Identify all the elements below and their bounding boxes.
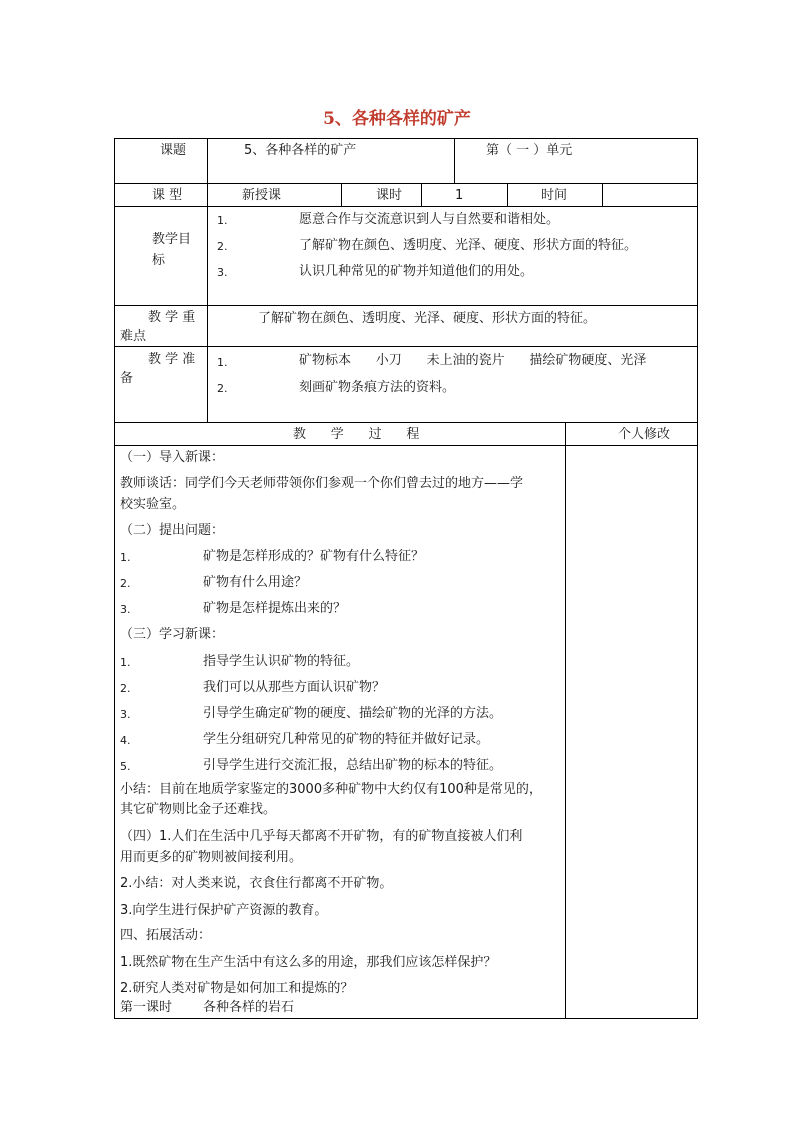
section-3-text-1: 指导学生认识矿物的特征。 — [203, 654, 360, 669]
lesson-type-label: 课 型 — [152, 188, 183, 203]
lesson-hours-value: 1 — [455, 188, 464, 203]
objectives-label-2: 标 — [152, 253, 166, 268]
section-1-title: （一）导入新课： — [120, 450, 225, 465]
extension-item-2: 2.研究人类对矿物是如何加工和提炼的？ — [120, 981, 354, 996]
section-3-num-1: 1. — [120, 656, 131, 669]
objective-num-3: 3. — [217, 266, 228, 279]
preparation-num-1: 1. — [217, 356, 228, 369]
lesson-time-label: 时间 — [541, 188, 568, 203]
section-2-num-2: 2. — [120, 577, 131, 590]
preparation-label-1: 教 学 准 — [148, 352, 196, 367]
section-3-num-3: 3. — [120, 708, 131, 721]
section-2-num-1: 1. — [120, 551, 131, 564]
preparation-num-2: 2. — [217, 382, 228, 395]
lesson-type-value: 新授课 — [242, 188, 282, 203]
section-3-text-2: 我们可以从那些方面认识矿物？ — [203, 680, 386, 695]
extension-title: 四、拓展活动： — [120, 928, 212, 943]
objective-text-3: 认识几种常见的矿物并知道他们的用处。 — [299, 264, 534, 279]
summary-line-1: 小结：目前在地质学家鉴定的3000多种矿物中大约仅有100种是常见的， — [120, 782, 542, 797]
lesson-hours-label: 课时 — [376, 188, 403, 203]
preparation-label-2: 备 — [120, 371, 134, 386]
section-4-item-2: 2.小结：对人类来说，衣食住行都离不开矿物。 — [120, 876, 393, 891]
section-2-text-3: 矿物是怎样提炼出来的？ — [203, 601, 347, 616]
section-2-num-3: 3. — [120, 603, 131, 616]
preparation-text-2: 刻画矿物条痕方法的资料。 — [299, 380, 456, 395]
unit-label: 第（ 一 ）单元 — [486, 143, 573, 158]
process-header: 教 学 过 程 — [293, 427, 420, 442]
key-points-text: 了解矿物在颜色、透明度、光泽、硬度、形状方面的特征。 — [258, 311, 597, 326]
objective-text-1: 愿意合作与交流意识到人与自然要和谐相处。 — [299, 212, 560, 227]
section-2-text-1: 矿物是怎样形成的？矿物有什么特征？ — [203, 549, 425, 564]
section-3-text-5: 引导学生进行交流汇报，总结出矿物的标本的特征。 — [203, 758, 503, 773]
section-3-num-4: 4. — [120, 734, 131, 747]
extension-item-1: 1.既然矿物在生产生活中有这么多的用途，那我们应该怎样保护？ — [120, 955, 497, 970]
key-points-label-2: 难点 — [120, 329, 147, 344]
objective-text-2: 了解矿物在颜色、透明度、光泽、硬度、形状方面的特征。 — [299, 238, 638, 253]
objective-num-2: 2. — [217, 240, 228, 253]
section-3-text-3: 引导学生确定矿物的硬度、描绘矿物的光泽的方法。 — [203, 706, 503, 721]
section-4-line-2: 用而更多的矿物则被间接利用。 — [120, 850, 303, 865]
lesson-label: 课题 — [160, 143, 187, 158]
section-3-num-2: 2. — [120, 682, 131, 695]
summary-line-2: 其它矿物则比金子还难找。 — [120, 802, 277, 817]
objective-num-1: 1. — [217, 214, 228, 227]
section-1-text-line-1: 教师谈话：同学们今天老师带领你们参观一个你们曾去过的地方——学 — [120, 476, 524, 491]
section-3-title: （三）学习新课： — [120, 627, 225, 642]
revision-column-header: 个人修改 — [618, 427, 671, 442]
section-4-line-1: （四）1.人们在生活中几乎每天都离不开矿物，有的矿物直接被人们利 — [120, 829, 523, 844]
document-title: 5、各种各样的矿产 — [323, 109, 471, 129]
section-2-text-2: 矿物有什么用途？ — [203, 575, 308, 590]
section-1-text-line-2: 校实验室。 — [120, 497, 186, 512]
footer-right: 各种各样的岩石 — [203, 1000, 295, 1015]
preparation-text-1: 矿物标本 小刀 未上油的瓷片 描绘矿物硬度、光泽 — [299, 353, 647, 368]
section-3-text-4: 学生分组研究几种常见的矿物的特征并做好记录。 — [203, 732, 490, 747]
lesson-name: 5、各种各样的矿产 — [244, 143, 357, 158]
key-points-label-1: 教 学 重 — [148, 310, 196, 325]
objectives-label-1: 教学目 — [152, 232, 192, 247]
section-3-num-5: 5. — [120, 760, 131, 773]
section-2-title: （二）提出问题： — [120, 523, 225, 538]
section-4-item-3: 3.向学生进行保护矿产资源的教育。 — [120, 903, 328, 918]
footer-left: 第一课时 — [120, 1000, 173, 1015]
